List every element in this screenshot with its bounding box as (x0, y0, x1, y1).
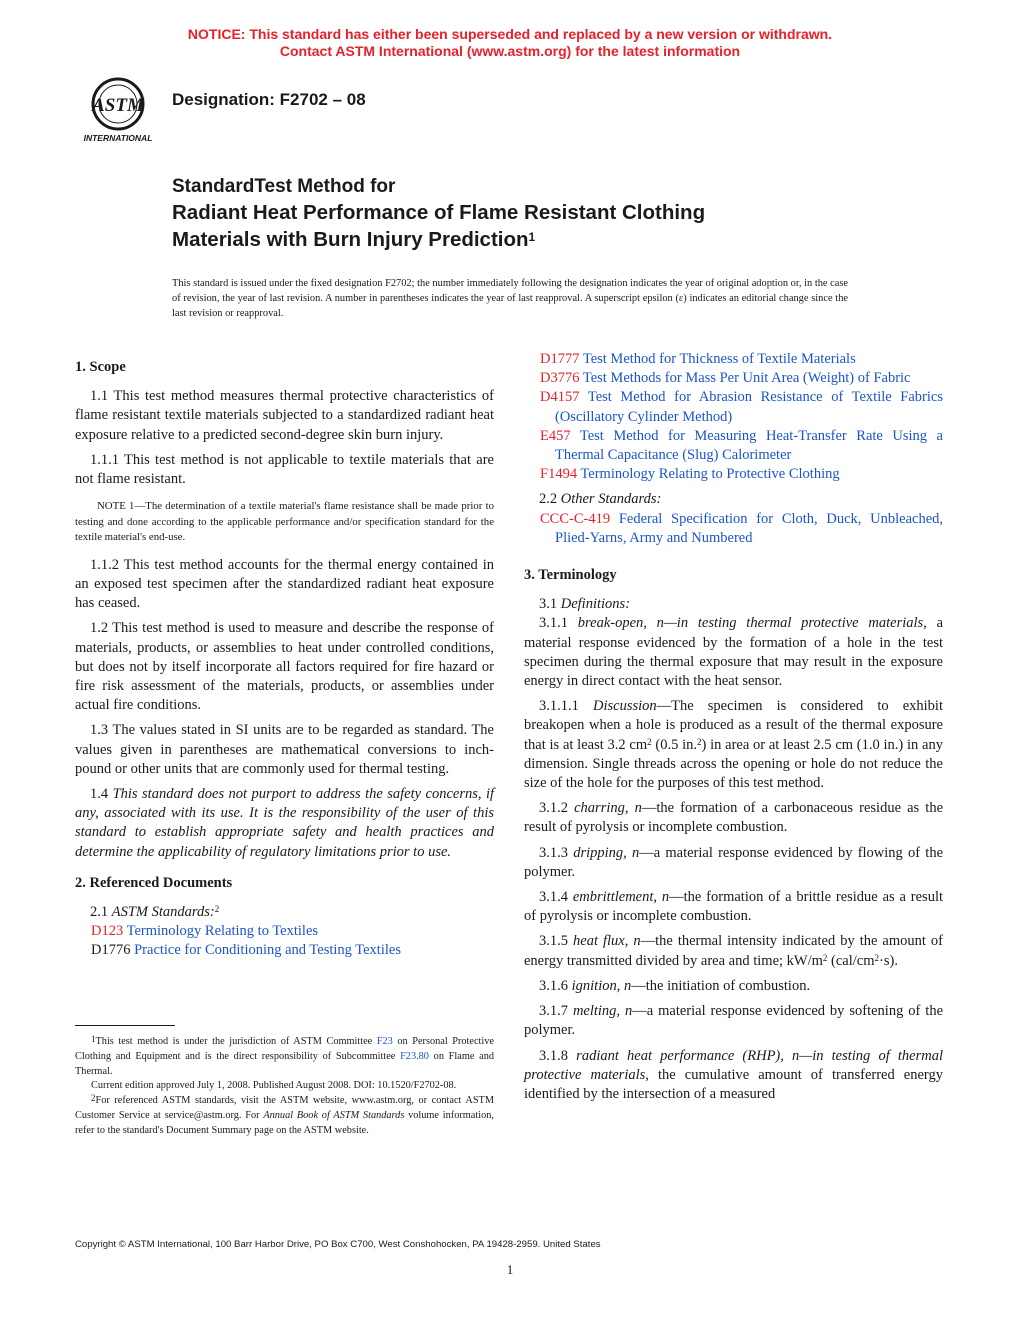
para-3-1-3-term: dripping, n (573, 844, 640, 861)
para-1-3: 1.3 The values stated in SI units are to be regarded as standard. The values given in parentheses are mathematical conversions to inch-pound or other units that are commonly used for thermal testing. (75, 722, 494, 777)
para-3-1-1-1-sup-2: 2 (697, 736, 702, 747)
ref-f1494[interactable] (524, 465, 943, 484)
ref-d4157[interactable] (524, 388, 943, 426)
ref-e457[interactable] (524, 427, 943, 465)
ref-d1776-code: D1776 (91, 942, 131, 959)
ref-d4157-title[interactable]: Test Method for Abrasion Resistance of Textile Fabrics (Oscillatory Cylinder Method) (555, 389, 943, 425)
para-3-1-4-term: embrittlement, n (572, 889, 670, 906)
logo-wordmark: ASTM (92, 95, 144, 116)
para-3-1-1-term: break-open, n—in testing thermal protective materials, (577, 615, 927, 632)
para-3-1-5 (524, 932, 943, 970)
issuance-statement: This standard is issued under the fixed designation F2702; the number immediately following the designation indicates the year of original adoption or, in the case of revision, the year of last revision. A number in parentheses indicates the year of last reapproval. A superscript epsilon (ε) indicates an editorial change since the last revision or reapproval. (172, 278, 848, 319)
left-column (75, 350, 494, 961)
footnote-divider (75, 1025, 175, 1026)
para-3-1-1-1-sup-1: 2 (647, 736, 652, 747)
footnote-1-text-c: on Flame and Thermal. (75, 1050, 494, 1077)
para-3-1-5-term: heat flux, n (573, 933, 641, 950)
footnote-mark-2: 2 (214, 903, 220, 914)
note-1: NOTE 1—The determination of a textile material's flame resistance shall be made prior to testing and done according to the applicable performance and/or specification standard for the textile material's end-use. (75, 500, 494, 544)
para-3-1-2 (524, 799, 943, 837)
para-1-4-text: This standard does not purport to address the safety concerns, if any, associated with its use. It is the responsibility of the user of this standard to establish appropriate safety and health practices and determine the applicability of regulatory limitations prior to use. (75, 785, 495, 860)
para-1-1-2: 1.1.2 This test method accounts for the thermal energy contained in an exposed test specimen after the standardized radiant heat exposure has ceased. (75, 556, 494, 612)
footnote-2-text-b: volume information, refer to the standard's Document Summary page on the ASTM website. (75, 1109, 494, 1136)
para-3-1-3 (524, 844, 943, 882)
ref-d1777-code[interactable]: D1777 (540, 351, 580, 367)
para-3-1-8 (524, 1047, 943, 1105)
para-3-1-8-term: radiant heat performance (RHP), n—in testing of thermal protective materials, (524, 1047, 944, 1083)
title-line-2: Radiant Heat Performance of Flame Resistant Clothing (172, 201, 706, 224)
para-3-1-1-1-number: 3.1.1.1 (539, 698, 579, 715)
para-2-1-text: ASTM Standards: (111, 903, 215, 920)
para-3-1-5-number: 3.1.5 (539, 933, 568, 950)
ref-f1494-title[interactable]: Terminology Relating to Protective Clothing (580, 466, 840, 483)
ref-d3776-code[interactable]: D3776 (540, 370, 580, 387)
para-3-1-2-number: 3.1.2 (539, 800, 568, 817)
para-3-1-3-text: —a material response evidenced by flowing of the polymer. (524, 844, 943, 880)
para-3-1-number: 3.1 (539, 596, 558, 613)
para-1-4-number: 1.4 (90, 785, 109, 802)
footnote-2-mark: 2 (91, 1093, 96, 1104)
para-3-1-1-1 (524, 697, 943, 793)
designation: Designation: F2702 – 08 (172, 90, 366, 109)
logo-subtext: INTERNATIONAL (83, 133, 153, 143)
para-3-1-7-text: —a material response evidenced by softening of the polymer. (524, 1003, 944, 1039)
para-3-1-6-text: —the initiation of combustion. (631, 977, 811, 994)
footnote-1-text-a: This test method is under the jurisdiction of ASTM Committee (95, 1036, 377, 1047)
withdrawal-notice (0, 26, 1020, 60)
para-2-2-text: Other Standards: (560, 491, 662, 508)
footnotes (75, 1035, 494, 1139)
ref-d4157-code[interactable]: D4157 (540, 389, 580, 406)
ref-d123-title[interactable]: Terminology Relating to Textiles (126, 923, 319, 940)
document-title (172, 175, 705, 253)
ref-d1776-title[interactable]: Practice for Conditioning and Testing Textiles (134, 942, 401, 959)
title-footnote-mark: 1 (528, 230, 536, 244)
referenced-documents-heading: 2. Referenced Documents (75, 874, 233, 891)
para-3-1-7-term: melting, n (572, 1003, 633, 1020)
para-3-1-6-number: 3.1.6 (539, 977, 568, 994)
para-3-1-4-text: —the formation of a brittle residue as a result of pyrolysis or incomplete combustion. (524, 889, 943, 925)
para-3-1-8-number: 3.1.8 (539, 1047, 568, 1064)
footnote-1-text-b: on Personal Protective Clothing and Equipment and is the direct responsibility of Subcommittee (75, 1036, 494, 1062)
para-2-1 (75, 903, 494, 922)
para-3-1-7-number: 3.1.7 (539, 1003, 568, 1020)
para-1-4 (75, 785, 494, 862)
para-3-1-4 (524, 888, 943, 926)
para-3-1-1-text: a material response evidenced by the formation of a hole in the test specimen during the thermal exposure that may result in the exposure energy in direct contact with the heat sensor. (524, 615, 944, 690)
ref-ccc-c-419[interactable] (524, 510, 943, 548)
right-column (524, 350, 943, 1110)
para-1-2: 1.2 This test method is used to measure and describe the response of materials, products, or assemblies to heat under controlled conditions, but does not by itself incorporate all factors required for fire hazard or fire risk assessment of the materials, products, or assemblies under actual fire conditions. (75, 620, 494, 714)
para-3-1-5-sup-2: 2 (874, 952, 880, 963)
para-1-1: 1.1 This test method measures thermal protective characteristics of flame resistant textile materials subjected to a standardized radiant heat exposure relative to a predicted second-degree skin burn injury. (75, 388, 494, 443)
ref-e457-code[interactable]: E457 (540, 427, 571, 444)
terminology-heading: 3. Terminology (524, 567, 617, 584)
ref-d3776[interactable] (524, 369, 943, 388)
para-3-1-6-term: ignition, n (571, 977, 632, 994)
para-3-1-2-term: charring, n (574, 800, 642, 817)
para-2-2-number: 2.2 (539, 491, 558, 508)
notice-line-1: NOTICE: This standard has either been superseded and replaced by a new version or withdrawn. (187, 26, 833, 42)
footnote-1-link-f23[interactable]: F23 (376, 1036, 393, 1047)
ref-ccc-code[interactable]: CCC-C-419 (540, 510, 611, 527)
para-3-1-1 (524, 614, 943, 691)
para-3-1-5-sup-1: 2 (822, 952, 828, 963)
para-3-1-3-number: 3.1.3 (539, 844, 568, 861)
ref-d3776-title[interactable]: Test Methods for Mass Per Unit Area (Weight) of Fabric (582, 370, 911, 387)
para-3-1-4-number: 3.1.4 (539, 889, 568, 906)
para-3-1-5-text-b: (cal/cm (827, 952, 875, 969)
ref-f1494-code[interactable]: F1494 (540, 466, 578, 483)
para-3-1-1-1-text-c: ) in area or at least 2.5 cm (1.0 in.) in any dimension. Single threads across the opening or hole do not reduce the size of the hole for the purposes of this test method. (524, 736, 943, 792)
para-1-1-1: 1.1.1 This test method is not applicable to textile materials that are not flame resistant. (75, 451, 494, 488)
ref-e457-title[interactable]: Test Method for Measuring Heat-Transfer Rate Using a Thermal Capacitance (Slug) Calorimeter (555, 427, 943, 464)
ref-d1777-title[interactable]: Test Method for Thickness of Textile Materials (582, 351, 856, 367)
ref-d123[interactable] (75, 922, 494, 941)
para-3-1-1-number: 3.1.1 (539, 615, 568, 632)
footnote-2-text-a: For referenced ASTM standards, visit the ASTM website, www.astm.org, or contact ASTM Customer Service at service@astm.org. For (75, 1095, 494, 1121)
title-line-1: StandardTest Method for (172, 176, 396, 197)
para-3-1 (524, 595, 943, 614)
para-3-1-8-text: the cumulative amount of transferred energy identified by the intersection of a measured (524, 1066, 943, 1102)
footnote-1 (75, 1035, 494, 1079)
para-3-1-7 (524, 1002, 943, 1040)
para-3-1-5-text-a: —the thermal intensity indicated by the amount of energy transmitted divided by area and time; kW/m (524, 933, 944, 969)
footnote-1-link-f2380[interactable]: F23.80 (400, 1050, 429, 1062)
para-3-1-text: Definitions: (560, 596, 631, 613)
page-number: 1 (506, 1262, 514, 1277)
title-line-3: Materials with Burn Injury Prediction (172, 228, 529, 251)
para-3-1-2-text: —the formation of a carbonaceous residue as the result of pyrolysis or incomplete combustion. (524, 800, 944, 836)
scope-heading: 1. Scope (75, 359, 126, 375)
footnote-2 (75, 1094, 494, 1138)
ref-d1776[interactable] (75, 941, 494, 960)
para-2-1-number: 2.1 (90, 903, 109, 920)
notice-line-2: Contact ASTM International (www.astm.org) for the latest information (279, 43, 741, 59)
para-3-1-1-1-term: Discussion (592, 698, 657, 715)
footnote-1-edition: Current edition approved July 1, 2008. Published August 2008. DOI: 10.1520/F2702-08. (91, 1080, 457, 1092)
para-3-1-1-1-text-a: —The specimen is considered to exhibit breakopen when a hole is produced as a result of the thermal exposure that is at least 3.2 cm (524, 698, 943, 753)
ref-d123-code[interactable]: D123 (91, 923, 124, 940)
para-2-2 (524, 490, 943, 509)
ref-ccc-title[interactable]: Federal Specification for Cloth, Duck, Unbleached, Plied-Yarns, Army and Numbered (555, 510, 944, 546)
para-3-1-5-text-c: ·s). (879, 952, 898, 969)
footnote-1-mark: 1 (91, 1034, 96, 1044)
copyright-line: Copyright © ASTM International, 100 Barr Harbor Drive, PO Box C700, West Conshohocken, PA 19428-2959. United States (75, 1239, 601, 1250)
footnote-2-italic: Annual Book of ASTM Standards (263, 1109, 405, 1121)
astm-logo (76, 74, 160, 144)
para-3-1-1-1-text-b: (0.5 in. (651, 736, 697, 753)
para-3-1-6 (524, 977, 943, 996)
ref-d1777[interactable] (524, 350, 943, 369)
